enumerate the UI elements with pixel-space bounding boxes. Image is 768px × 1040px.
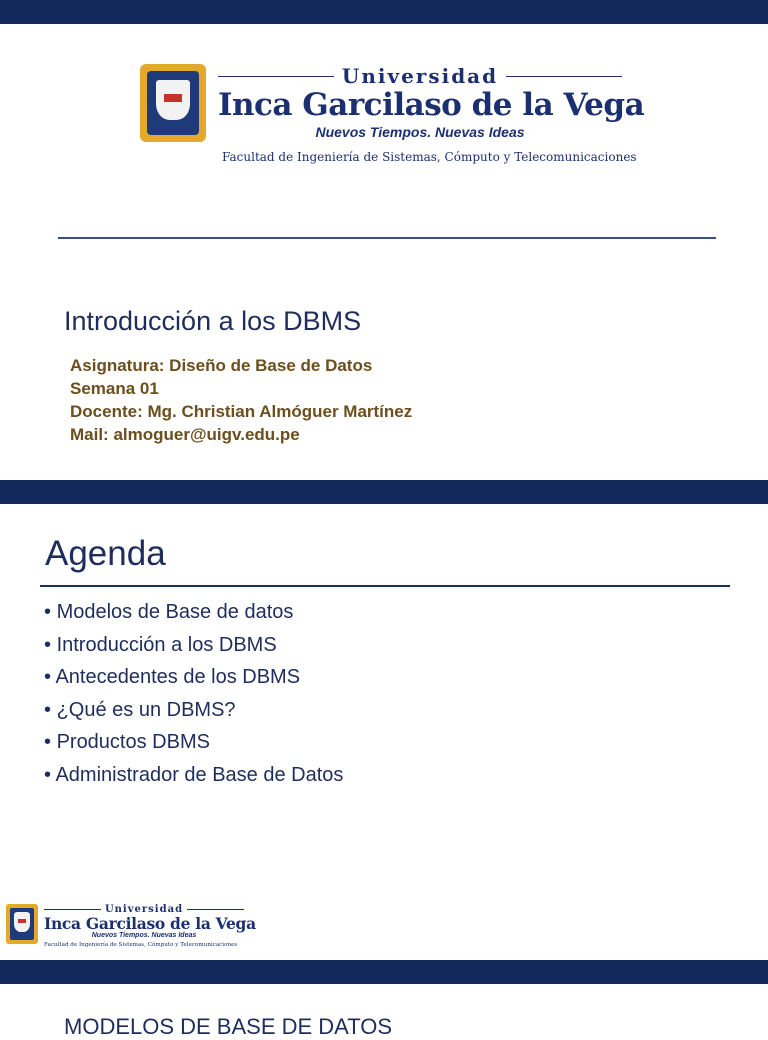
agenda-list (44, 596, 343, 791)
logo-motto: Nuevos Tiempos. Nuevas Ideas (315, 124, 525, 140)
course-week: Semana 01 (70, 379, 159, 398)
logo-motto: Nuevos Tiempos. Nuevas Ideas (91, 932, 197, 939)
course-subject: Asignatura: Diseño de Base de Datos (70, 356, 373, 375)
list-item: • Introducción a los DBMS (44, 633, 277, 656)
logo-university: Universidad (341, 64, 499, 88)
logo-university: Universidad (104, 904, 184, 915)
logo-name: Inca Garcilaso de la Vega (218, 87, 645, 123)
list-item: • Antecedentes de los DBMS (44, 666, 301, 688)
list-item: • ¿Qué es un DBMS? (44, 698, 236, 721)
course-mail: Mail: almoguer@uigv.edu.pe (70, 425, 300, 444)
models-title: MODELOS DE BASE DE DATOS (64, 1014, 393, 1039)
top-band (0, 0, 768, 24)
slide-title-text: Introducción a los DBMS (64, 306, 362, 336)
logo-faculty: Facultad de Ingeniería de Sistemas, Cómputo y Telecomunicaciones (222, 150, 637, 164)
list-item: • Administrador de Base de Datos (44, 763, 344, 786)
list-item: • Modelos de Base de datos (44, 601, 294, 623)
course-details (70, 354, 412, 446)
agenda-divider (40, 585, 730, 587)
slide-separator (0, 480, 768, 504)
university-crest-icon (140, 64, 206, 142)
university-crest-icon (6, 904, 38, 944)
agenda-title: Agenda (45, 534, 166, 573)
university-logo (140, 64, 645, 164)
slide-models (0, 984, 768, 1039)
slide-separator (0, 960, 768, 984)
university-logo-small (6, 904, 256, 948)
logo-name: Inca Garcilaso de la Vega (44, 914, 256, 933)
title-divider (58, 237, 716, 239)
slide-agenda (0, 504, 768, 960)
list-item: • Productos DBMS (44, 731, 210, 753)
logo-faculty: Facultad de Ingeniería de Sistemas, Cómputo y Telecomunicaciones (44, 942, 238, 948)
course-teacher: Docente: Mg. Christian Almóguer Martínez (70, 402, 413, 421)
slide-title (0, 24, 768, 480)
